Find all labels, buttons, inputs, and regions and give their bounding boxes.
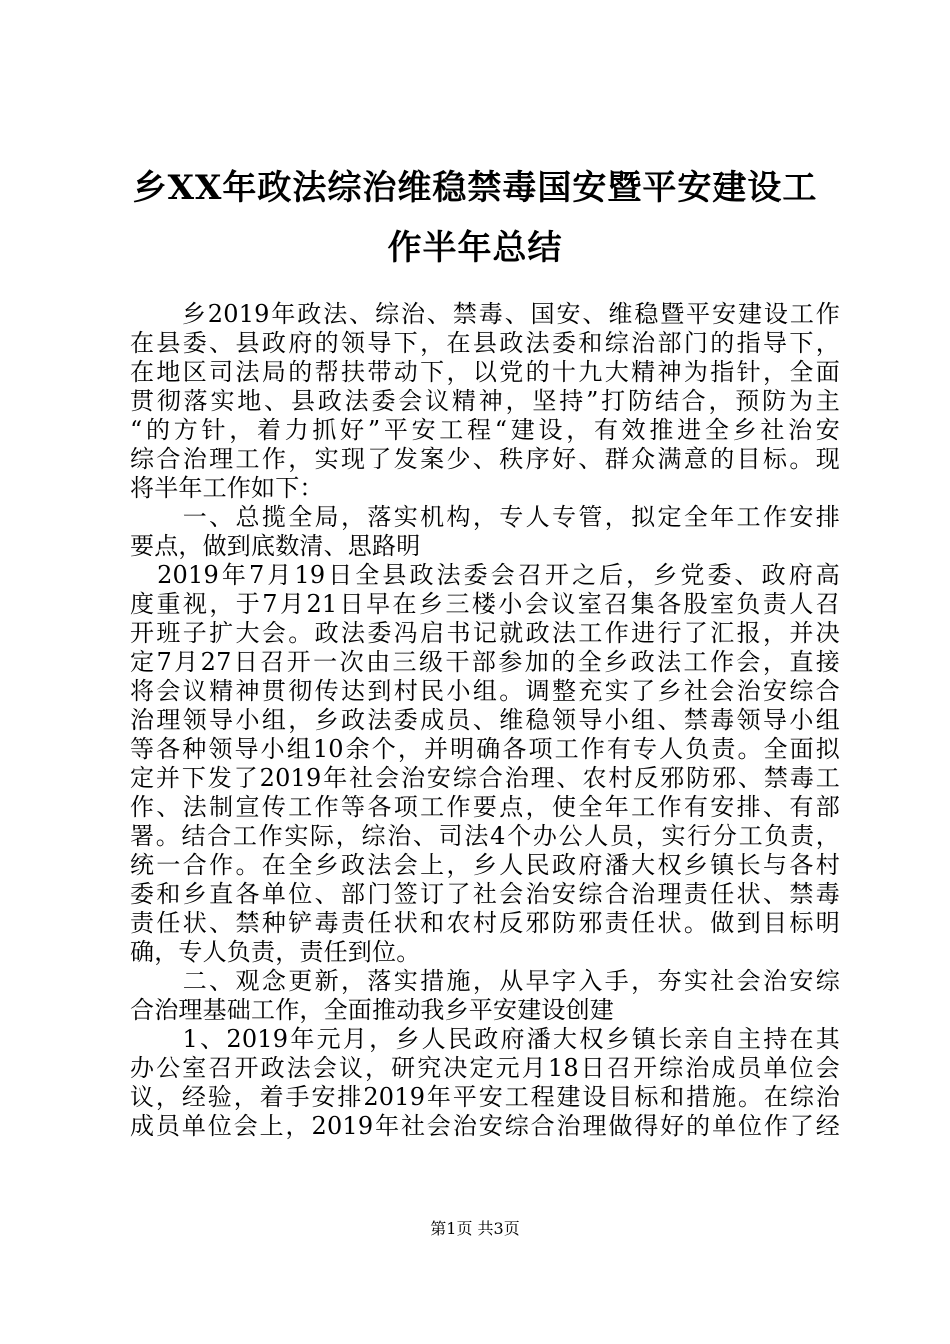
body-line: 综合治理工作，实现了发案少、秩序好、群众满意的目标。现 bbox=[130, 445, 840, 473]
body-line: 要点，做到底数清、思路明 bbox=[130, 532, 421, 560]
body-line: 2019年7月19日全县政法委会召开之后，乡党委、政府高 bbox=[130, 561, 840, 589]
body-line: 定并下发了2019年社会治安综合治理、农村反邪防邪、禁毒工 bbox=[130, 764, 840, 792]
body-line: 委和乡直各单位、部门签订了社会治安综合治理责任状、禁毒 bbox=[130, 880, 840, 908]
body-line: 等各种领导小组10余个，并明确各项工作有专人负责。全面拟 bbox=[130, 735, 840, 763]
body-line: 确，专人负责，责任到位。 bbox=[130, 938, 421, 966]
body-line: 成员单位会上，2019年社会治安综合治理做得好的单位作了经 bbox=[130, 1112, 840, 1140]
body-line: 办公室召开政法会议，研究决定元月18日召开综治成员单位会 bbox=[130, 1054, 840, 1082]
body-line: 议，经验，着手安排2019年平安工程建设目标和措施。在综治 bbox=[130, 1083, 840, 1111]
document-title-line-1: 乡XX年政法综治维稳禁毒国安暨平安建设工 bbox=[132, 168, 818, 208]
body-line: 开班子扩大会。政法委冯启书记就政法工作进行了汇报，并决 bbox=[130, 619, 840, 647]
body-line: 贯彻落实地、县政法委会议精神，坚持”打防结合，预防为主 bbox=[130, 387, 840, 415]
body-line: 一、总揽全局，落实机构，专人专管，拟定全年工作安排 bbox=[130, 503, 840, 531]
body-line: 统一合作。在全乡政法会上，乡人民政府潘大权乡镇长与各村 bbox=[130, 851, 840, 879]
body-line: 二、观念更新，落实措施，从早字入手，夯实社会治安综 bbox=[130, 967, 840, 995]
page-number-footer: 第1页 共3页 bbox=[430, 1219, 520, 1238]
body-line: 署。结合工作实际，综治、司法4个办公人员，实行分工负责， bbox=[130, 822, 840, 850]
body-line: “的方针，着力抓好”平安工程“建设，有效推进全乡社治安 bbox=[130, 416, 840, 444]
body-line: 将半年工作如下： bbox=[130, 474, 324, 502]
body-line: 责任状、禁种铲毒责任状和农村反邪防邪责任状。做到目标明 bbox=[130, 909, 840, 937]
body-line: 度重视，于7月21日早在乡三楼小会议室召集各股室负责人召 bbox=[130, 590, 840, 618]
body-line: 合治理基础工作，全面推动我乡平安建设创建 bbox=[130, 996, 614, 1024]
body-line: 作、法制宣传工作等各项工作要点，使全年工作有安排、有部 bbox=[130, 793, 840, 821]
document-body bbox=[130, 300, 840, 1141]
document-title-line-2: 作半年总结 bbox=[387, 228, 563, 268]
body-line: 1、2019年元月，乡人民政府潘大权乡镇长亲自主持在其 bbox=[130, 1025, 840, 1053]
body-line: 乡2019年政法、综治、禁毒、国安、维稳暨平安建设工作 bbox=[130, 300, 840, 328]
body-line: 在地区司法局的帮扶带动下，以党的十九大精神为指针，全面 bbox=[130, 358, 840, 386]
body-line: 治理领导小组，乡政法委成员、维稳领导小组、禁毒领导小组 bbox=[130, 706, 840, 734]
body-line: 将会议精神贯彻传达到村民小组。调整充实了乡社会治安综合 bbox=[130, 677, 840, 705]
body-line: 定7月27日召开一次由三级干部参加的全乡政法工作会，直接 bbox=[130, 648, 840, 676]
body-line: 在县委、县政府的领导下，在县政法委和综治部门的指导下， bbox=[130, 329, 840, 357]
